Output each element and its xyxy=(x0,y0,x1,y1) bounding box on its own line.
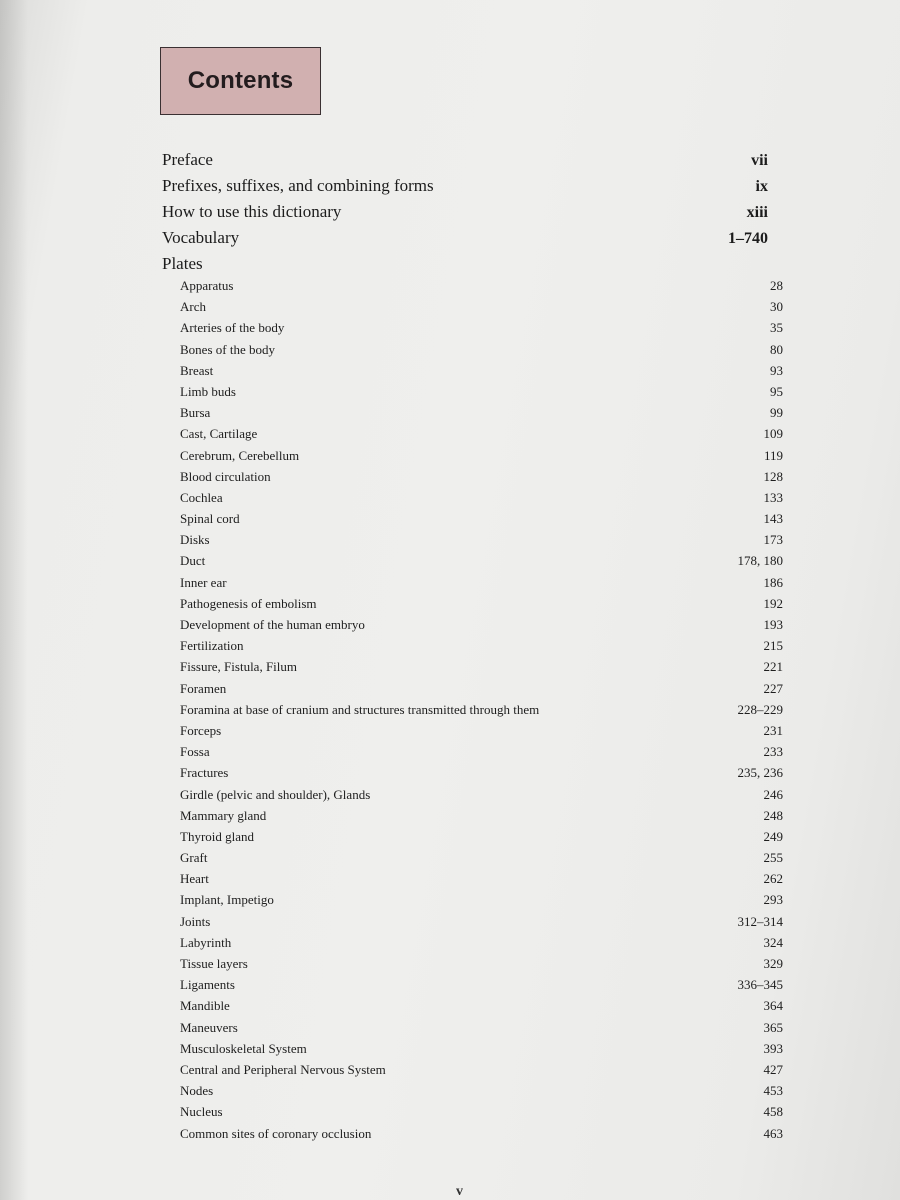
plate-entry-page: 453 xyxy=(763,1083,783,1099)
plate-entry-page: 99 xyxy=(770,405,783,421)
plate-entry-page: 109 xyxy=(763,426,783,442)
plate-entry-label: Cochlea xyxy=(180,489,223,505)
plate-entry xyxy=(180,342,783,363)
plate-entry-label: Arch xyxy=(180,299,206,315)
plate-entry xyxy=(180,829,783,850)
toc-entry-prefixes xyxy=(162,176,768,202)
plate-entry-label: Mammary gland xyxy=(180,807,267,823)
plate-entry-label: Forceps xyxy=(180,722,222,738)
plate-entry-page: 193 xyxy=(763,617,783,632)
plate-entry xyxy=(180,871,783,892)
plate-entry-label: Bursa xyxy=(180,405,211,421)
toc-entry-vocabulary xyxy=(162,228,768,254)
plate-entry xyxy=(180,956,783,977)
plate-entry xyxy=(180,320,783,341)
plate-entry xyxy=(180,744,783,765)
plate-entry-page: 262 xyxy=(763,871,783,887)
plate-entry xyxy=(180,808,783,829)
toc-entry-label: Plates xyxy=(162,254,203,273)
plate-entry-page: 221 xyxy=(763,659,783,675)
plate-entry-page: 255 xyxy=(763,850,783,866)
plate-entry-page: 173 xyxy=(763,532,783,548)
plate-entry-page: 427 xyxy=(763,1061,783,1077)
plate-entry-page: 227 xyxy=(763,680,783,696)
plate-entry xyxy=(180,363,783,384)
plate-entry-label: Blood circulation xyxy=(180,468,271,484)
plate-entry-label: Graft xyxy=(180,850,208,866)
plate-entry-page: 128 xyxy=(763,468,783,484)
toc-entry-preface xyxy=(162,150,768,176)
main-entries-list xyxy=(162,150,768,280)
plate-entry-page: 215 xyxy=(763,638,783,654)
plate-entry xyxy=(180,914,783,935)
plate-entry-page: 324 xyxy=(763,934,783,950)
plate-entry-label: Development of the human embryo xyxy=(180,617,365,632)
plate-entry-label: Nucleus xyxy=(180,1104,223,1120)
plate-entry-label: Disks xyxy=(180,532,210,548)
plate-entry-label: Labyrinth xyxy=(180,934,232,950)
plate-entry-label: Bones of the body xyxy=(180,341,275,357)
plate-entry xyxy=(180,553,783,574)
plates-list xyxy=(180,278,783,1147)
plate-entry xyxy=(180,850,783,871)
contents-heading-box xyxy=(160,47,321,115)
toc-entry-label: Preface xyxy=(162,150,213,169)
plate-entry xyxy=(180,977,783,998)
plate-entry-label: Musculoskeletal System xyxy=(180,1040,307,1056)
plate-entry xyxy=(180,935,783,956)
plate-entry-label: Fractures xyxy=(180,765,229,781)
plate-entry-page: 246 xyxy=(763,786,783,802)
plate-entry xyxy=(180,1041,783,1062)
plate-entry xyxy=(180,787,783,808)
plate-entry xyxy=(180,681,783,702)
plate-entry-label: Breast xyxy=(180,362,214,378)
plate-entry-label: Fertilization xyxy=(180,638,244,654)
plate-entry-page: 231 xyxy=(763,722,783,738)
plate-entry-page: 365 xyxy=(763,1019,783,1035)
plate-entry xyxy=(180,426,783,447)
page-title: Contents xyxy=(187,67,294,94)
plate-entry-label: Arteries of the body xyxy=(180,320,285,336)
plate-entry xyxy=(180,1083,783,1104)
plate-entry-label: Cast, Cartilage xyxy=(180,426,258,442)
plate-entry-label: Thyroid gland xyxy=(180,828,255,844)
plate-entry-label: Common sites of coronary occlusion xyxy=(180,1125,372,1141)
plate-entry-label: Fissure, Fistula, Filum xyxy=(180,659,298,675)
toc-entry-page: ix xyxy=(755,178,768,195)
plate-entry xyxy=(180,1020,783,1041)
plate-entry-label: Tissue layers xyxy=(180,956,248,971)
plate-entry-page: 233 xyxy=(763,744,783,760)
plate-entry-page: 143 xyxy=(763,511,783,527)
plate-entry-page: 35 xyxy=(770,320,783,336)
toc-entry-label: How to use this dictionary xyxy=(162,202,342,221)
plate-entry-page: 93 xyxy=(770,362,783,378)
toc-entry-label: Prefixes, suffixes, and combining forms xyxy=(162,176,434,195)
plate-entry xyxy=(180,892,783,913)
plate-entry xyxy=(180,384,783,405)
toc-entry-page: xiii xyxy=(746,204,768,221)
plate-entry-page: 119 xyxy=(763,447,783,463)
plate-entry xyxy=(180,575,783,596)
plate-entry xyxy=(180,596,783,617)
plate-entry xyxy=(180,765,783,786)
toc-entry-page: 1–740 xyxy=(728,230,768,247)
plate-entry xyxy=(180,469,783,490)
plate-entry xyxy=(180,998,783,1019)
toc-entry-plates xyxy=(162,254,768,280)
plate-entry-page: 364 xyxy=(763,998,783,1014)
plate-entry-page: 228–229 xyxy=(737,701,783,717)
plate-entry-page: 463 xyxy=(763,1125,783,1141)
plate-entry-label: Joints xyxy=(180,913,211,929)
plate-entry-label: Central and Peripheral Nervous System xyxy=(180,1061,386,1077)
plate-entry xyxy=(180,278,783,299)
plate-entry-page: 393 xyxy=(763,1040,783,1056)
plate-entry-page: 312–314 xyxy=(737,913,783,929)
toc-entry-label: Vocabulary xyxy=(162,228,240,247)
plate-entry-label: Limb buds xyxy=(180,383,236,399)
plate-entry xyxy=(180,448,783,469)
plate-entry-page: 248 xyxy=(763,807,783,823)
plate-entry-label: Pathogenesis of embolism xyxy=(180,595,317,611)
plate-entry xyxy=(180,1062,783,1083)
plate-entry-label: Duct xyxy=(180,553,206,569)
plate-entry-page: 235, 236 xyxy=(737,765,783,781)
plate-entry xyxy=(180,490,783,511)
plate-entry-page: 178, 180 xyxy=(737,553,783,569)
plate-entry xyxy=(180,617,783,638)
plate-entry-page: 192 xyxy=(763,595,783,611)
plate-entry-page: 28 xyxy=(770,278,783,293)
plate-entry-label: Cerebrum, Cerebellum xyxy=(180,447,300,463)
plate-entry-page: 336–345 xyxy=(737,977,783,993)
plate-entry-page: 458 xyxy=(763,1104,783,1120)
plate-entry-page: 249 xyxy=(763,828,783,844)
plate-entry xyxy=(180,511,783,532)
plate-entry-label: Apparatus xyxy=(180,278,234,293)
plate-entry-label: Mandible xyxy=(180,998,230,1014)
plate-entry xyxy=(180,1126,783,1147)
plate-entry-page: 80 xyxy=(770,341,783,357)
plate-entry-label: Foramen xyxy=(180,680,227,696)
toc-entry-page: vii xyxy=(751,152,768,169)
plate-entry-label: Ligaments xyxy=(180,977,235,993)
plate-entry-page: 186 xyxy=(763,574,783,590)
toc-entry-how-to-use xyxy=(162,202,768,228)
plate-entry xyxy=(180,532,783,553)
page-number: v xyxy=(456,1184,463,1199)
plate-entry-label: Maneuvers xyxy=(180,1019,238,1035)
plate-entry-label: Nodes xyxy=(180,1083,214,1099)
plate-entry-page: 293 xyxy=(763,892,783,908)
plate-entry xyxy=(180,723,783,744)
plate-entry-page: 133 xyxy=(763,489,783,505)
plate-entry-label: Foramina at base of cranium and structures transmitted through them xyxy=(180,701,540,717)
plate-entry xyxy=(180,638,783,659)
plate-entry-label: Heart xyxy=(180,871,209,887)
plate-entry-label: Girdle (pelvic and shoulder), Glands xyxy=(180,786,371,802)
plate-entry-label: Spinal cord xyxy=(180,511,240,527)
plate-entry xyxy=(180,659,783,680)
plate-entry-page: 30 xyxy=(770,299,783,315)
plate-entry-label: Fossa xyxy=(180,744,210,760)
plate-entry-page: 329 xyxy=(763,956,783,971)
plate-entry xyxy=(180,299,783,320)
plate-entry xyxy=(180,702,783,723)
plate-entry-page: 95 xyxy=(770,383,783,399)
page-gutter-shadow xyxy=(0,0,28,1200)
plate-entry-label: Inner ear xyxy=(180,574,227,590)
plate-entry xyxy=(180,1104,783,1125)
plate-entry xyxy=(180,405,783,426)
plate-entry-label: Implant, Impetigo xyxy=(180,892,274,908)
